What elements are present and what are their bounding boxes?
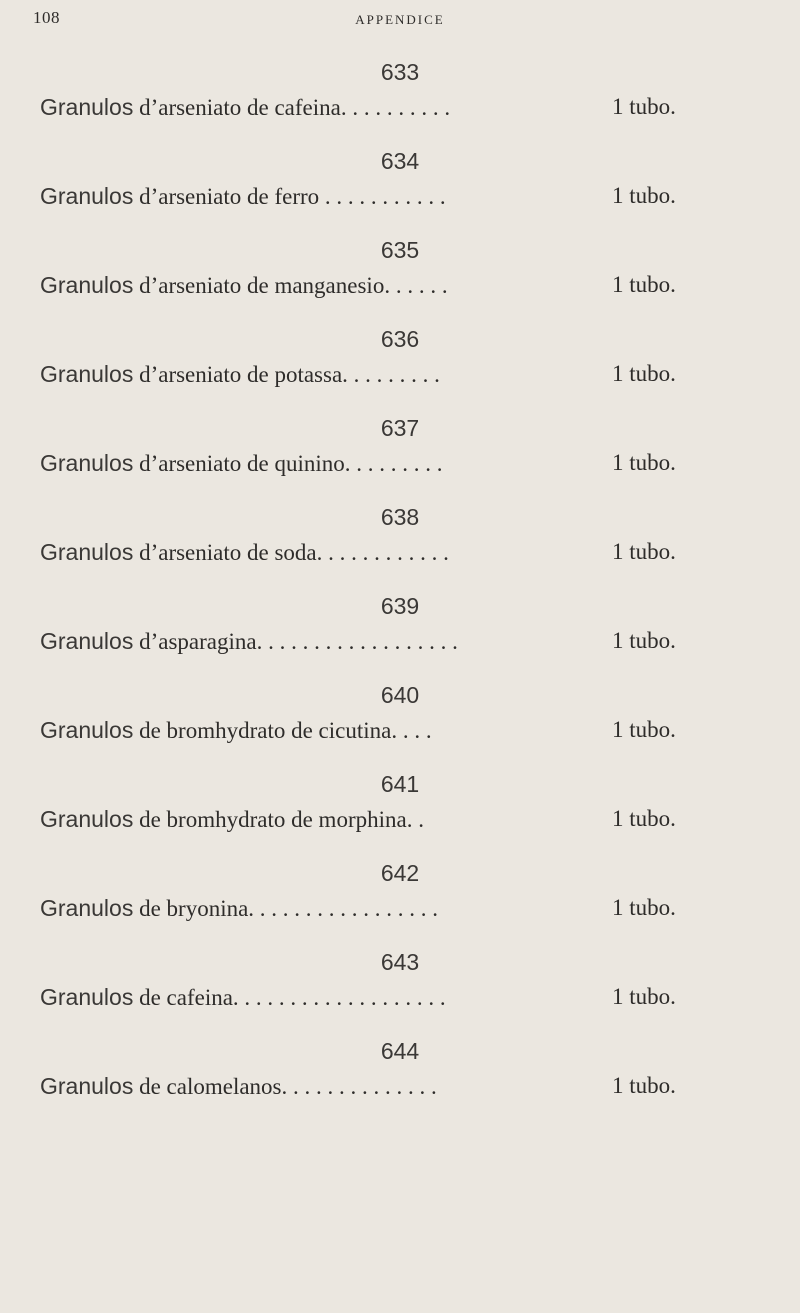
entry-quantity: 1 tubo. (612, 895, 676, 920)
entry-number: 640 (380, 682, 420, 708)
entry-number: 638 (380, 504, 420, 530)
entry-description: d’arseniato de cafeina. . . . . . . . . . (139, 95, 451, 120)
entry-638 (0, 503, 800, 592)
entry-quantity: 1 tubo. (612, 1073, 676, 1098)
entry-635 (0, 236, 800, 325)
entry-name: Granulos (40, 183, 134, 209)
entry-line (40, 983, 446, 1012)
entry-line (40, 805, 424, 834)
entry-line (40, 182, 446, 211)
entry-quantity: 1 tubo. (612, 984, 676, 1009)
entry-line (40, 1072, 437, 1101)
entry-name: Granulos (40, 272, 134, 298)
entry-633 (0, 58, 800, 147)
entry-description: d’arseniato de ferro . . . . . . . . . . . (139, 184, 446, 209)
entry-description: d’arseniato de quinino. . . . . . . . . (139, 451, 443, 476)
entry-name: Granulos (40, 806, 134, 832)
entry-quantity: 1 tubo. (612, 717, 676, 742)
entry-description: de bromhydrato de morphina. . (139, 807, 424, 832)
entry-description: d’arseniato de potassa. . . . . . . . . (139, 362, 440, 387)
entry-number: 639 (380, 593, 420, 619)
running-head: APPENDICE (355, 12, 445, 27)
entry-number: 643 (380, 949, 420, 975)
entry-quantity: 1 tubo. (612, 806, 676, 831)
entry-name: Granulos (40, 628, 134, 654)
entry-line (40, 716, 432, 745)
entry-line (40, 271, 448, 300)
entry-line (40, 360, 440, 389)
entry-number: 636 (380, 326, 420, 352)
entry-number: 633 (380, 59, 420, 85)
entry-quantity: 1 tubo. (612, 94, 676, 119)
entry-name: Granulos (40, 984, 134, 1010)
entry-640 (0, 681, 800, 770)
entry-639 (0, 592, 800, 681)
entry-line (40, 93, 450, 122)
entry-description: d’arseniato de soda. . . . . . . . . . . . (139, 540, 449, 565)
entry-line (40, 538, 449, 567)
entry-quantity: 1 tubo. (612, 539, 676, 564)
entry-634 (0, 147, 800, 236)
entry-number: 641 (380, 771, 420, 797)
entry-number: 644 (380, 1038, 420, 1064)
entry-644 (0, 1037, 800, 1126)
entry-description: d’arseniato de manganesio. . . . . . (139, 273, 448, 298)
entry-quantity: 1 tubo. (612, 450, 676, 475)
entry-description: de cafeina. . . . . . . . . . . . . . . . . . . (139, 985, 446, 1010)
entry-line (40, 627, 458, 656)
entry-637 (0, 414, 800, 503)
entry-name: Granulos (40, 361, 134, 387)
entry-quantity: 1 tubo. (612, 272, 676, 297)
entry-name: Granulos (40, 539, 134, 565)
entry-642 (0, 859, 800, 948)
entry-number: 634 (380, 148, 420, 174)
entry-description: d’asparagina. . . . . . . . . . . . . . . . . . (139, 629, 458, 654)
entry-list (0, 58, 800, 1126)
entry-description: de bryonina. . . . . . . . . . . . . . . . . (139, 896, 439, 921)
entry-name: Granulos (40, 895, 134, 921)
entry-number: 642 (380, 860, 420, 886)
entry-line (40, 894, 438, 923)
entry-description: de bromhydrato de cicutina. . . . (139, 718, 432, 743)
entry-quantity: 1 tubo. (612, 361, 676, 386)
entry-number: 635 (380, 237, 420, 263)
entry-name: Granulos (40, 1073, 134, 1099)
entry-641 (0, 770, 800, 859)
entry-number: 637 (380, 415, 420, 441)
entry-name: Granulos (40, 94, 134, 120)
entry-quantity: 1 tubo. (612, 628, 676, 653)
entry-name: Granulos (40, 450, 134, 476)
page-number: 108 (33, 8, 60, 27)
entry-description: de calomelanos. . . . . . . . . . . . . . (139, 1074, 437, 1099)
entry-quantity: 1 tubo. (612, 183, 676, 208)
entry-name: Granulos (40, 717, 134, 743)
entry-line (40, 449, 443, 478)
entry-636 (0, 325, 800, 414)
entry-643 (0, 948, 800, 1037)
